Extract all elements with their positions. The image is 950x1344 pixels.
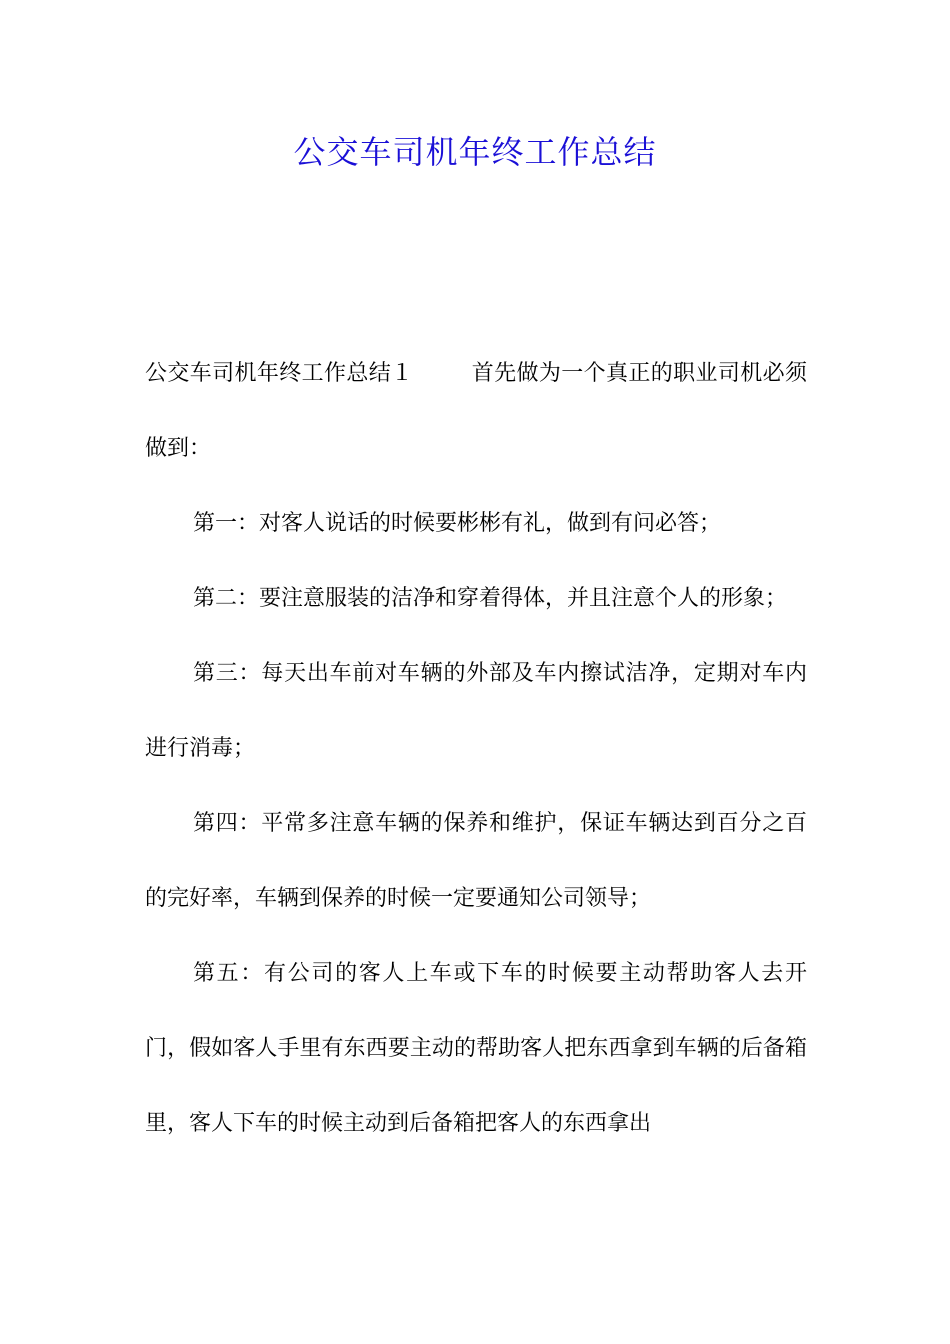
paragraph-item-3: 第三：每天出车前对车辆的外部及车内擦试洁净，定期对车内进行消毒；	[145, 661, 807, 761]
intro-paragraph	[145, 336, 807, 486]
paragraph-item-5: 第五：有公司的客人上车或下车的时候要主动帮助客人去开门，假如客人手里有东西要主动的帮助客人把东西拿到车辆的后备箱里，客人下车的时候主动到后备箱把客人的东西拿出	[145, 961, 807, 1136]
intro-heading: 公交车司机年终工作总结１	[145, 361, 414, 386]
paragraph-item-1: 第一：对客人说话的时候要彬彬有礼，做到有问必答；	[193, 511, 722, 536]
paragraph-item-4: 第四：平常多注意车辆的保养和维护，保证车辆达到百分之百的完好率，车辆到保养的时候一定要通知公司领导；	[145, 811, 807, 911]
intro-text: 首先做为一个真正的职业司机必须做到：	[145, 361, 807, 461]
document-title: 公交车司机年终工作总结	[293, 133, 657, 171]
paragraph-item-2: 第二：要注意服装的洁净和穿着得体，并且注意个人的形象；	[193, 586, 788, 611]
document-body	[145, 336, 807, 1161]
